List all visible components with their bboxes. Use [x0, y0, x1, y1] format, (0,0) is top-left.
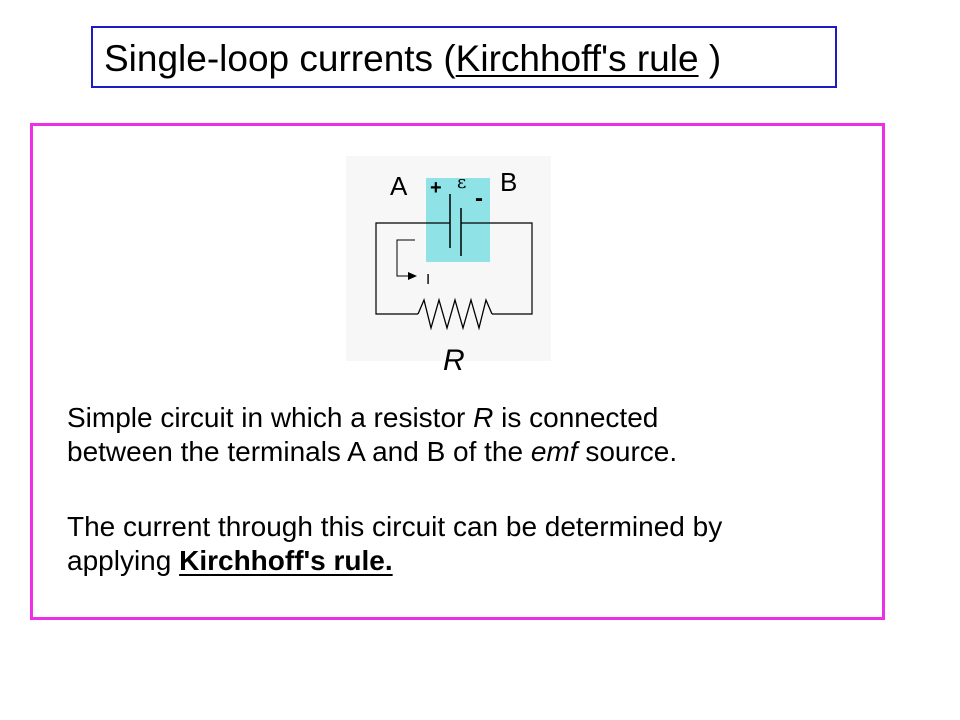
resistor-symbol-text: R: [473, 402, 494, 433]
minus-sign: -: [475, 185, 483, 212]
title-rule-link[interactable]: Kirchhoff's rule: [455, 38, 699, 79]
text-segment: source.: [577, 436, 678, 467]
terminal-b-label: B: [500, 167, 518, 197]
kirchhoff-rule-link[interactable]: Kirchhoff's rule.: [179, 545, 393, 576]
paragraph-description-line2: [67, 435, 677, 469]
emf-text: emf: [530, 436, 578, 467]
content-box: [30, 123, 885, 620]
plus-sign: +: [430, 177, 442, 199]
emf-epsilon-label: ε: [457, 172, 467, 193]
text-segment: is connected: [493, 402, 659, 433]
text-segment: between the terminals A and B of the: [67, 436, 531, 467]
paragraph-method-line2: [67, 544, 722, 578]
text-segment: Simple circuit in which a resistor: [67, 402, 474, 433]
paragraph-method: [67, 510, 722, 578]
current-label: I: [426, 271, 431, 288]
title-prefix: Single-loop currents (: [104, 38, 456, 79]
resistor-label: R: [443, 344, 465, 377]
title-suffix: ): [698, 38, 722, 79]
title-box: [91, 26, 837, 88]
text-segment: applying: [67, 545, 180, 576]
paragraph-method-line1: The current through this circuit can be determined by: [67, 511, 723, 542]
circuit-diagram: [346, 156, 551, 404]
terminal-a-label: A: [390, 171, 408, 201]
page-title: [104, 38, 721, 80]
paragraph-description-line1: [67, 401, 677, 435]
paragraph-description: [67, 401, 677, 469]
